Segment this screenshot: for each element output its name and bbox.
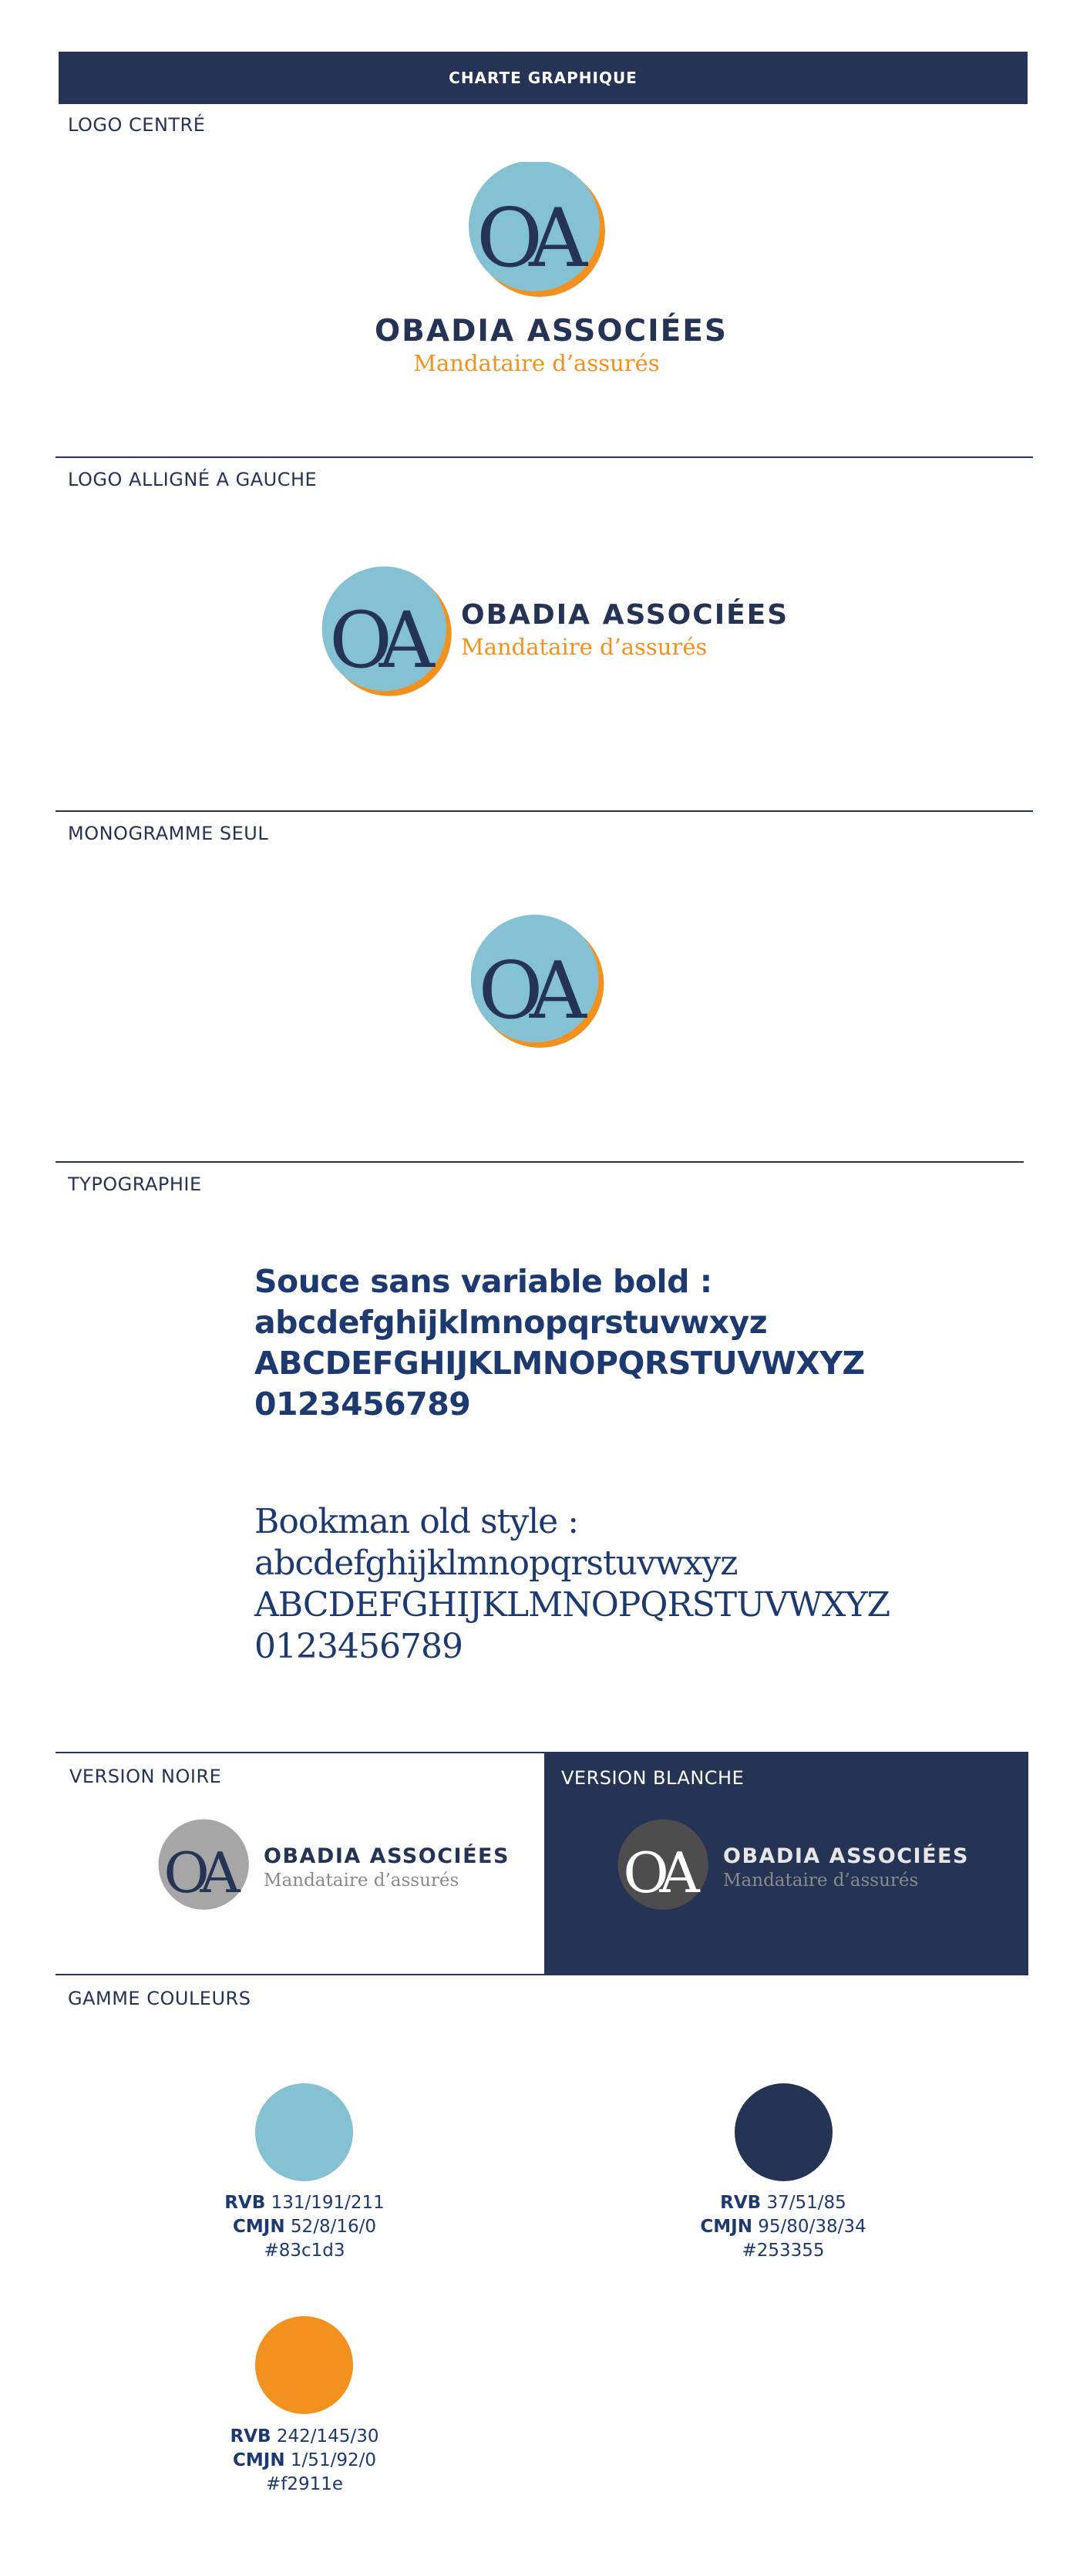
- version-noire-tagline: Mandataire d’assurés: [264, 1871, 459, 1891]
- logo-gauche-wordmark: OBADIA ASSOCIÉES: [461, 599, 789, 631]
- typography-serif-digits: 0123456789: [254, 1627, 463, 1666]
- section-title-typographie: TYPOGRAPHIE: [68, 1174, 202, 1195]
- logo-gauche-tagline: Mandataire d’assurés: [461, 634, 708, 660]
- monogram-only: [465, 914, 615, 1056]
- typography-sans-name: Souce sans variable bold :: [254, 1263, 712, 1300]
- version-blanche-tagline: Mandataire d’assurés: [723, 1871, 919, 1891]
- color-info-navy: [668, 2191, 899, 2263]
- color-info-orange: [189, 2425, 420, 2497]
- rvb-label: RVB: [720, 2193, 762, 2213]
- cmjn-label: CMJN: [233, 2217, 285, 2237]
- rvb-label: RVB: [230, 2426, 271, 2446]
- page-title: CHARTE GRAPHIQUE: [449, 69, 638, 87]
- logo-centre-monogram: [463, 162, 617, 304]
- divider: [56, 810, 1033, 812]
- typography-serif-name: Bookman old style :: [254, 1502, 579, 1541]
- color-info-light-blue: [189, 2191, 420, 2263]
- rvb-value: 131/191/211: [271, 2193, 385, 2213]
- monogram-icon: [614, 1818, 720, 1918]
- hex-value: #253355: [742, 2241, 825, 2261]
- svg-text:OA: OA: [163, 1841, 231, 1907]
- svg-text:OA: OA: [623, 1841, 691, 1907]
- cmjn-value: 1/51/92/0: [290, 2450, 376, 2470]
- cmjn-value: 52/8/16/0: [290, 2217, 376, 2237]
- typography-serif-sample: [254, 1501, 890, 1668]
- divider: [56, 456, 1033, 458]
- rvb-value: 242/145/30: [276, 2426, 379, 2446]
- section-title-monogramme: MONOGRAMME SEUL: [68, 823, 269, 844]
- monogram-icon: [463, 162, 617, 301]
- typography-sans-digits: 0123456789: [254, 1386, 471, 1423]
- rvb-label: RVB: [224, 2193, 266, 2213]
- typography-sans-lower: abcdefghijklmnopqrstuvwxyz: [254, 1304, 768, 1341]
- version-noire-monogram: [154, 1818, 261, 1921]
- color-swatch-light-blue: [255, 2083, 353, 2181]
- cmjn-label: CMJN: [233, 2450, 285, 2470]
- divider: [56, 1974, 1028, 1975]
- monogram-icon: [154, 1818, 261, 1918]
- logo-centre-wordmark: OBADIA ASSOCIÉES: [375, 314, 728, 349]
- cmjn-value: 95/80/38/34: [758, 2217, 866, 2237]
- cmjn-label: CMJN: [700, 2217, 752, 2237]
- svg-text:OA: OA: [478, 945, 574, 1037]
- typography-serif-upper: ABCDEFGHIJKLMNOPQRSTUVWXYZ: [254, 1585, 890, 1625]
- section-title-version-blanche: VERSION BLANCHE: [561, 1767, 745, 1789]
- version-blanche-monogram: [614, 1818, 720, 1921]
- hex-value: #f2911e: [265, 2474, 344, 2494]
- typography-sans-sample: [254, 1261, 865, 1425]
- hex-value: #83c1d3: [264, 2241, 345, 2261]
- color-swatch-orange: [255, 2316, 353, 2414]
- divider: [56, 1161, 1024, 1163]
- typography-sans-upper: ABCDEFGHIJKLMNOPQRSTUVWXYZ: [254, 1345, 865, 1382]
- section-title-logo-gauche: LOGO ALLIGNÉ A GAUCHE: [68, 469, 318, 490]
- rvb-value: 37/51/85: [766, 2193, 846, 2213]
- monogram-text: OA: [476, 191, 574, 285]
- monogram-icon: [316, 564, 463, 703]
- version-blanche-wordmark: OBADIA ASSOCIÉES: [723, 1844, 969, 1868]
- page-header: [59, 52, 1028, 104]
- section-title-gamme-couleurs: GAMME COULEURS: [68, 1988, 251, 2009]
- color-swatch-navy: [735, 2083, 833, 2181]
- version-noire-wordmark: OBADIA ASSOCIÉES: [264, 1844, 510, 1868]
- typography-serif-lower: abcdefghijklmnopqrstuvwxyz: [254, 1544, 738, 1583]
- section-title-version-noire: VERSION NOIRE: [69, 1766, 222, 1787]
- svg-text:OA: OA: [329, 594, 422, 685]
- monogram-icon: [465, 914, 615, 1053]
- section-title-logo-centre: LOGO CENTRÉ: [68, 114, 206, 136]
- logo-centre-tagline: Mandataire d’assurés: [413, 350, 660, 376]
- logo-gauche-monogram: [316, 564, 463, 706]
